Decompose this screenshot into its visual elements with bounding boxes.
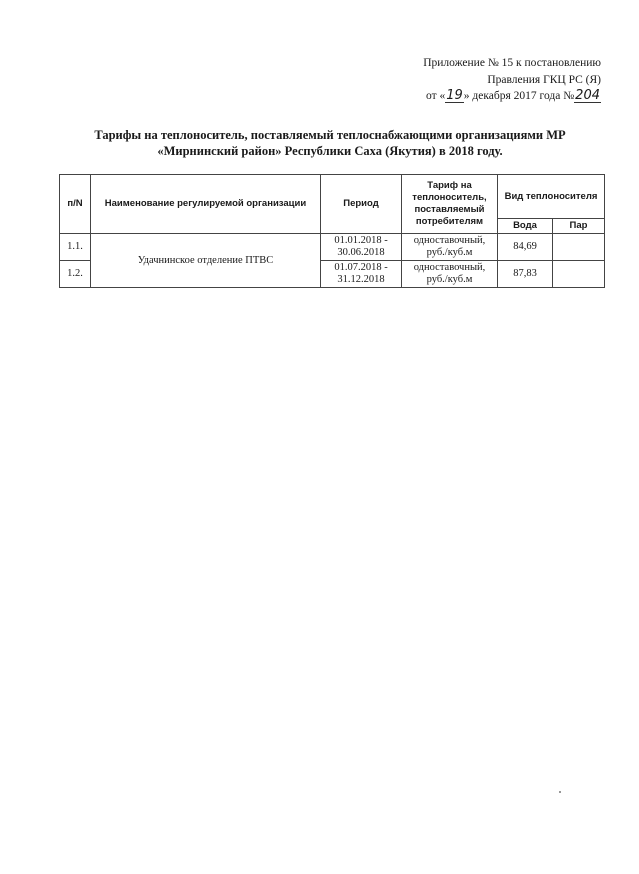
table-row xyxy=(60,234,605,261)
row-water-value: 84,69 xyxy=(498,234,553,261)
document-title xyxy=(90,127,570,159)
date-middle: » декабря 2017 года № xyxy=(463,90,575,102)
row-num: 1.2. xyxy=(60,261,91,288)
row-steam-value xyxy=(553,261,605,288)
row-num: 1.1. xyxy=(60,234,91,261)
title-line-1: Тарифы на теплоноситель, поставляемый теплоснабжающими организациями МР xyxy=(94,128,566,142)
row-period: 01.01.2018 - 30.06.2018 xyxy=(321,234,402,261)
header-tariff: Тариф на теплоноситель, поставляемый потребителям xyxy=(402,175,498,234)
scan-speck xyxy=(559,791,561,793)
header-kind: Вид теплоносителя xyxy=(498,175,605,219)
handwritten-number: 204 xyxy=(575,88,600,103)
header-num: п/N xyxy=(60,175,91,234)
organization-name: Удачнинское отделение ПТВС xyxy=(91,234,321,288)
header-water: Вода xyxy=(498,219,553,234)
header-organization: Наименование регулируемой организации xyxy=(91,175,321,234)
date-prefix: от « xyxy=(425,90,446,102)
tariff-table xyxy=(59,174,605,288)
row-tariff-type: одноставочный, руб./куб.м xyxy=(402,234,498,261)
appendix-line-2: Правления ГКЦ РС (Я) xyxy=(487,73,601,86)
row-tariff-type: одноставочный, руб./куб.м xyxy=(402,261,498,288)
handwritten-day: 19 xyxy=(446,88,463,103)
appendix-line-3 xyxy=(423,88,601,105)
appendix-header xyxy=(423,55,601,105)
row-water-value: 87,83 xyxy=(498,261,553,288)
row-steam-value xyxy=(553,234,605,261)
header-period: Период xyxy=(321,175,402,234)
title-line-2: «Мирнинский район» Республики Саха (Якутия) в 2018 году. xyxy=(157,144,503,158)
row-period: 01.07.2018 - 31.12.2018 xyxy=(321,261,402,288)
appendix-line-1: Приложение № 15 к постановлению xyxy=(423,57,601,69)
header-steam: Пар xyxy=(553,219,605,234)
